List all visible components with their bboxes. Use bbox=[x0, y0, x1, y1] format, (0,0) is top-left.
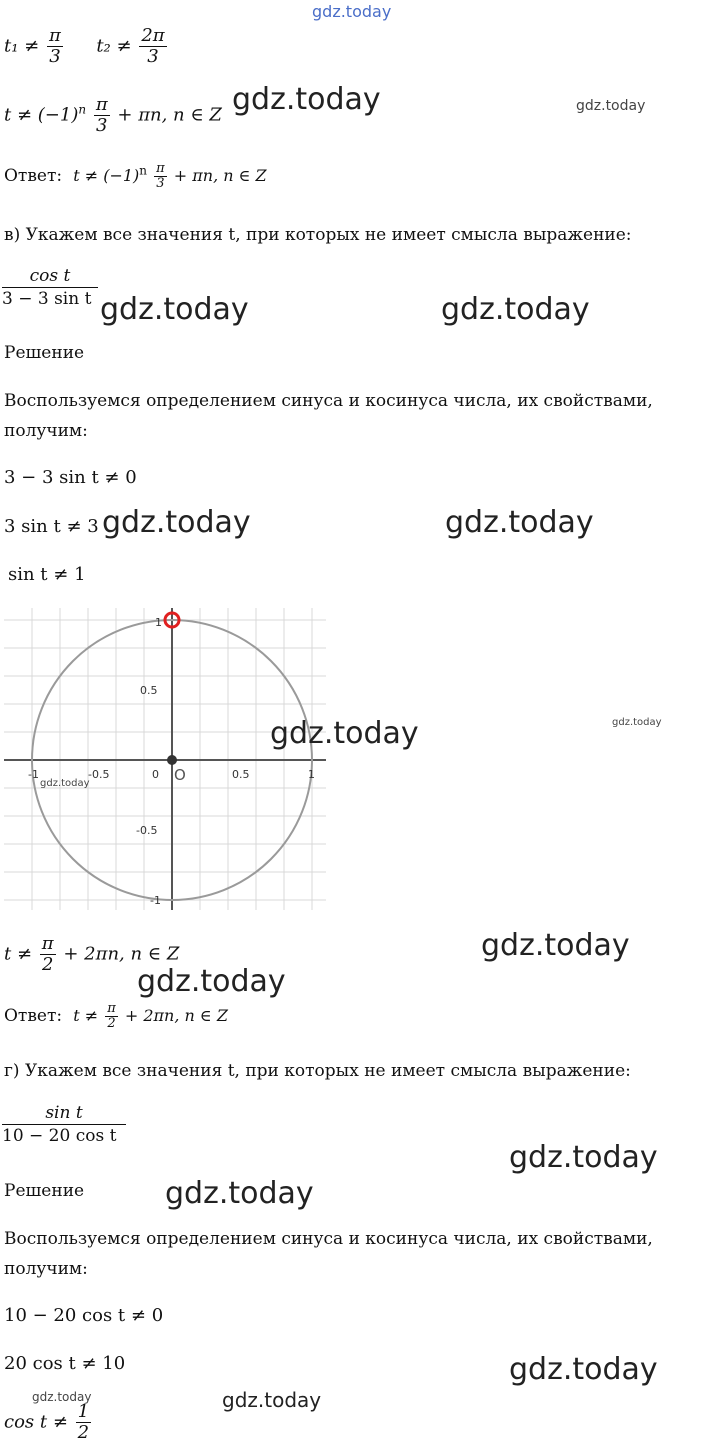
watermark: gdz.today bbox=[576, 98, 646, 114]
watermark: gdz.today bbox=[509, 1140, 658, 1175]
step3-left: cos t ≠ bbox=[4, 1411, 68, 1433]
answer1-frac-num: π bbox=[156, 161, 165, 176]
watermark: gdz.today bbox=[509, 1352, 658, 1387]
t1-fraction bbox=[47, 26, 63, 67]
tick-y-neg05: -0.5 bbox=[136, 824, 158, 837]
watermark: gdz.today bbox=[32, 1390, 92, 1404]
watermark: gdz.today bbox=[232, 82, 381, 117]
part-v-heading: в) Укажем все значения t, при которых не имеет смысла выражение: bbox=[4, 225, 632, 245]
origin-label: O bbox=[174, 766, 186, 784]
watermark: gdz.today bbox=[137, 964, 286, 999]
tick-x-neg1: -1 bbox=[28, 768, 39, 781]
result-fraction bbox=[40, 934, 56, 975]
watermark: gdz.today bbox=[100, 292, 249, 327]
watermark: gdz.today bbox=[612, 717, 662, 728]
tick-y-1: 1 bbox=[155, 616, 162, 629]
axes bbox=[4, 608, 326, 910]
t1-frac-den: 3 bbox=[49, 46, 61, 67]
t2-frac-den: 3 bbox=[147, 46, 159, 67]
tick-x-05: 0.5 bbox=[232, 768, 250, 781]
watermark-top: gdz.today bbox=[312, 2, 392, 21]
general-right: + πn, n ∈ Z bbox=[117, 104, 222, 126]
tick-y-neg1: -1 bbox=[150, 894, 161, 907]
watermark: gdz.today bbox=[445, 505, 594, 540]
result-left: t ≠ bbox=[4, 943, 33, 965]
part-v-solution-label: Решение bbox=[4, 343, 85, 363]
part-g-step1: 10 − 20 cos t ≠ 0 bbox=[4, 1305, 164, 1326]
watermark: gdz.today bbox=[102, 505, 251, 540]
answer2-right: + 2πn, n ∈ Z bbox=[124, 1006, 228, 1025]
part-g-expression bbox=[2, 1102, 126, 1147]
answer-2 bbox=[4, 1002, 228, 1031]
general-frac-num: π bbox=[95, 94, 108, 115]
part-g-intro-line1: Воспользуемся определением синуса и косинуса числа, их свойствами, bbox=[4, 1229, 653, 1249]
result-frac-den: 2 bbox=[41, 954, 54, 975]
general-solution bbox=[4, 95, 222, 136]
watermark: gdz.today bbox=[270, 716, 419, 751]
tick-x-neg05: -0.5 bbox=[88, 768, 110, 781]
answer2-left: t ≠ bbox=[73, 1006, 99, 1025]
roots-line bbox=[4, 26, 169, 67]
general-sup: n bbox=[78, 102, 87, 117]
part-v-expression bbox=[2, 265, 98, 310]
answer-label: Ответ: bbox=[4, 1006, 63, 1026]
watermark: gdz.today bbox=[165, 1176, 314, 1211]
part-g-solution-label: Решение bbox=[4, 1181, 85, 1201]
answer2-fraction bbox=[105, 1002, 118, 1031]
part-v-step3: sin t ≠ 1 bbox=[8, 564, 86, 585]
t2-frac-num: 2π bbox=[141, 25, 165, 46]
tick-x-1: 1 bbox=[308, 768, 315, 781]
t1-frac-num: π bbox=[49, 25, 61, 46]
part-g-heading: г) Укажем все значения t, при которых не имеет смысла выражение: bbox=[4, 1061, 631, 1081]
part-v-step1: 3 − 3 sin t ≠ 0 bbox=[4, 467, 137, 488]
part-g-step2: 20 cos t ≠ 10 bbox=[4, 1353, 126, 1374]
general-left: t ≠ (−1) bbox=[4, 104, 79, 126]
t2-fraction bbox=[139, 26, 166, 67]
result-right: + 2πn, n ∈ Z bbox=[63, 943, 180, 965]
part-g-step3 bbox=[4, 1402, 93, 1443]
part-v-step2: 3 sin t ≠ 3 bbox=[4, 516, 99, 537]
answer2-frac-den: 2 bbox=[107, 1016, 116, 1031]
part-g-expr-den: 10 − 20 cos t bbox=[2, 1126, 117, 1146]
general-frac-den: 3 bbox=[96, 115, 108, 136]
result-frac-num: π bbox=[41, 933, 54, 954]
answer-1 bbox=[4, 162, 267, 191]
answer1-left: t ≠ (−1) bbox=[73, 166, 140, 185]
t2-label: t₂ ≠ bbox=[96, 35, 132, 57]
t1-label: t₁ ≠ bbox=[4, 35, 40, 57]
answer1-frac-den: 3 bbox=[156, 176, 165, 191]
unit-circle-graph bbox=[0, 604, 330, 914]
answer1-sup: n bbox=[139, 163, 148, 178]
step3-fraction bbox=[76, 1402, 91, 1443]
step3-frac-num: 1 bbox=[77, 1401, 90, 1422]
watermark: gdz.today bbox=[481, 928, 630, 963]
general-fraction bbox=[94, 95, 110, 136]
watermark: gdz.today bbox=[40, 778, 90, 789]
part-v-expr-den: 3 − 3 sin t bbox=[2, 289, 92, 309]
watermark: gdz.today bbox=[222, 1388, 322, 1412]
part-g-expr-num: sin t bbox=[45, 1103, 83, 1123]
tick-x-0: 0 bbox=[152, 768, 159, 781]
origin-point bbox=[167, 755, 177, 765]
part-v-expr-num: cos t bbox=[29, 266, 71, 286]
answer1-right: + πn, n ∈ Z bbox=[173, 166, 267, 185]
part-v-intro-line2: получим: bbox=[4, 421, 88, 441]
answer2-frac-num: π bbox=[107, 1001, 116, 1016]
answer-label: Ответ: bbox=[4, 166, 63, 186]
part-v-intro-line1: Воспользуемся определением синуса и косинуса числа, их свойствами, bbox=[4, 391, 653, 411]
answer1-fraction bbox=[154, 162, 167, 191]
tick-y-05: 0.5 bbox=[140, 684, 158, 697]
step3-frac-den: 2 bbox=[77, 1422, 90, 1443]
part-g-intro-line2: получим: bbox=[4, 1259, 88, 1279]
watermark: gdz.today bbox=[441, 292, 590, 327]
